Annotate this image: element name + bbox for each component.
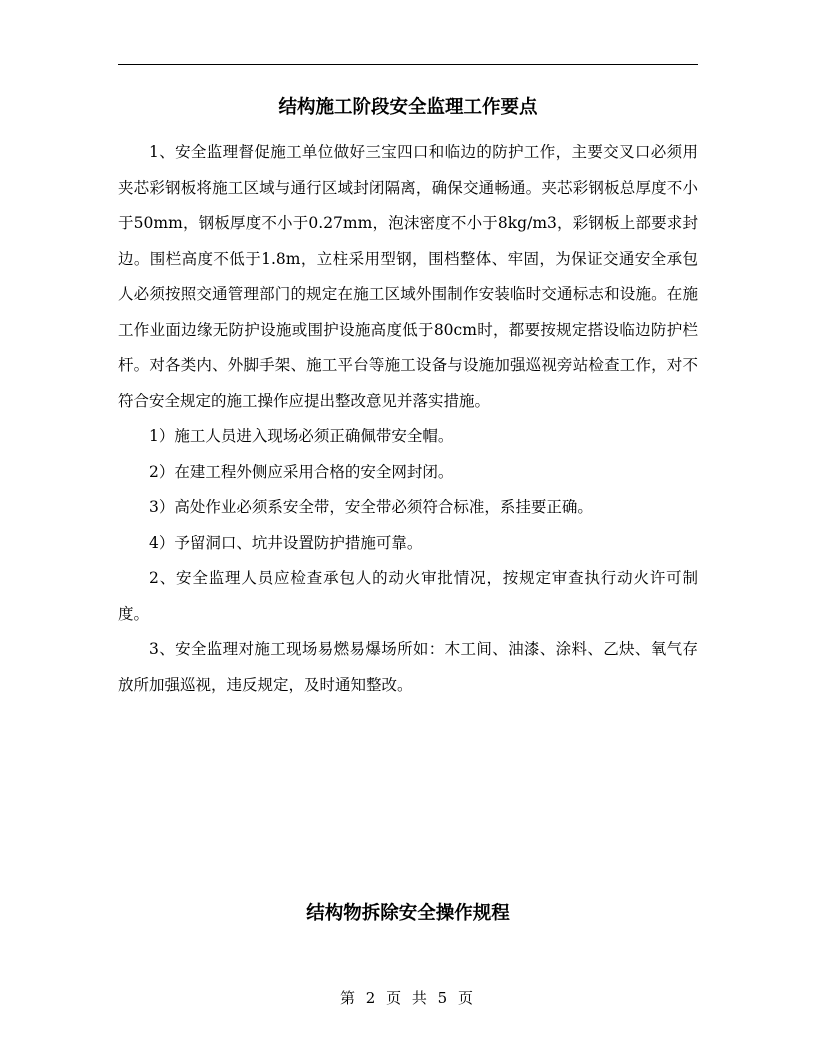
paragraph-item-1: 1、安全监理督促施工单位做好三宝四口和临边的防护工作，主要交叉口必须用夹芯彩钢板将施工区域与通行区域封闭隔离，确保交通畅通。夹芯彩钢板总厚度不小于50mm，钢板厚度不小于0.27mm，泡沫密度不小于8kg/m3，彩钢板上部要求封边。围栏高度不低于1.8m，立柱采用型钢，围档整体、牢固，为保证交通安全承包人必须按照交通管理部门的规定在施工区域外围制作安装临时交通标志和设施。在施工作业面边缘无防护设施或围护设施高度低于80cm时，都要按规定搭设临边防护栏杆。对各类内、外脚手架、施工平台等施工设备与设施加强巡视旁站检查工作，对不符合安全规定的施工操作应提出整改意见并落实措施。 (118, 143, 698, 410)
paragraph-item-2: 2、安全监理人员应检查承包人的动火审批情况，按规定审查执行动火许可制度。 (118, 569, 698, 623)
list-item-1: 1）施工人员进入现场必须正确佩带安全帽。 (149, 427, 454, 445)
page-footer: 第 2 页 共 5 页 (340, 989, 476, 1007)
header-rule (118, 64, 698, 65)
list-item-3: 3）高处作业必须系安全带，安全带必须符合标准，系挂要正确。 (149, 498, 593, 516)
section-title: 结构物拆除安全操作规程 (306, 903, 510, 924)
list-item-2: 2）在建工程外侧应采用合格的安全网封闭。 (149, 462, 454, 481)
paragraph-item-3: 3、安全监理对施工现场易燃易爆场所如：木工间、油漆、涂料、乙炔、氧气存放所加强巡视，违反规定，及时通知整改。 (118, 640, 698, 694)
page-title: 结构施工阶段安全监理工作要点 (278, 97, 538, 118)
list-item-4: 4）予留洞口、坑井设置防护措施可靠。 (149, 533, 423, 552)
document-body (118, 135, 698, 703)
